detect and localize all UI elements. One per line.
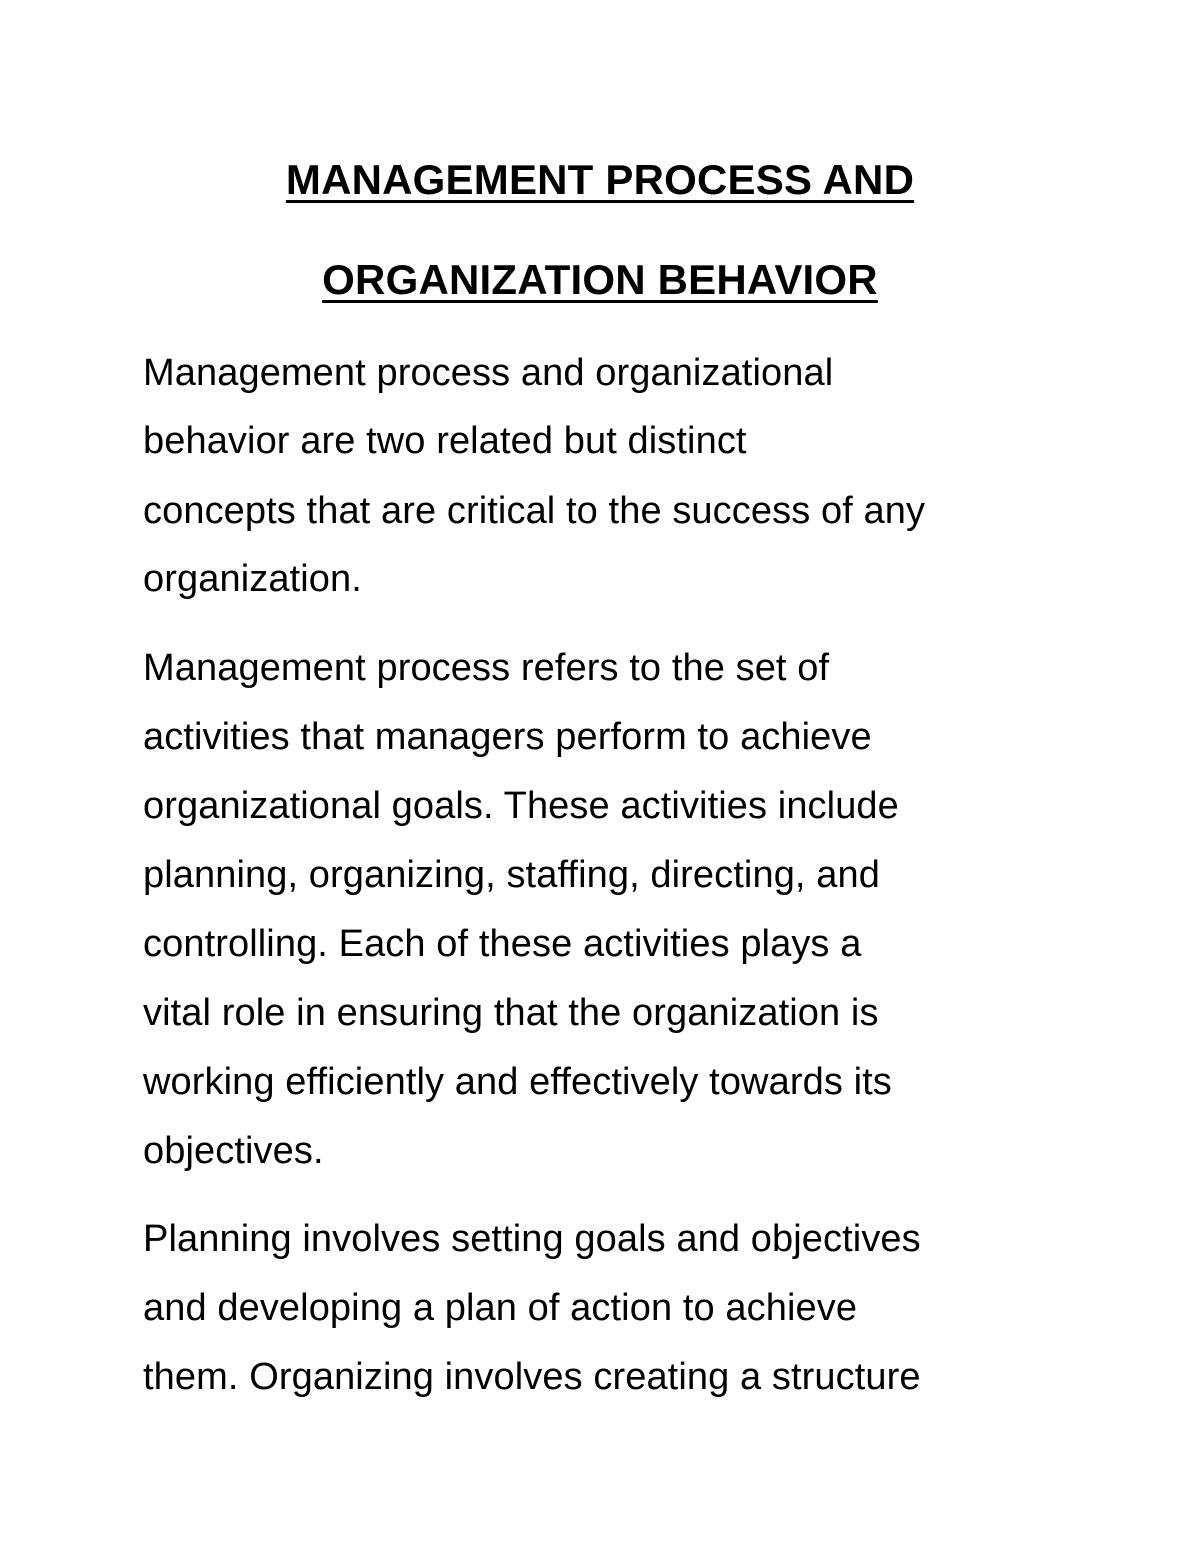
paragraph-line: activities that managers perform to achieve bbox=[143, 716, 872, 758]
paragraph-line: planning, organizing, staffing, directing, and bbox=[143, 854, 880, 896]
paragraph-line: Management process and organizational bbox=[143, 352, 834, 394]
paragraph-line: Planning involves setting goals and objectives bbox=[143, 1218, 921, 1260]
title-text: ORGANIZATION BEHAVIOR bbox=[322, 256, 878, 303]
paragraph-line: behavior are two related but distinct bbox=[143, 420, 747, 462]
paragraph-line: organization. bbox=[143, 558, 362, 600]
paragraph-line: organizational goals. These activities include bbox=[143, 785, 899, 827]
title-text: MANAGEMENT PROCESS AND bbox=[285, 156, 915, 203]
paragraph-line: and developing a plan of action to achieve bbox=[143, 1287, 858, 1329]
paragraph-line: objectives. bbox=[143, 1130, 324, 1172]
paragraph-line: controlling. Each of these activities plays a bbox=[143, 923, 862, 965]
paragraph-line: them. Organizing involves creating a structure bbox=[143, 1356, 921, 1398]
paragraph-line: vital role in ensuring that the organization is bbox=[143, 992, 879, 1034]
document-title-line-1 bbox=[0, 155, 1200, 205]
paragraph-line: working efficiently and effectively towards its bbox=[143, 1061, 892, 1103]
paragraph-line: concepts that are critical to the success of any bbox=[143, 490, 926, 532]
document-title-line-2 bbox=[0, 255, 1200, 305]
paragraph-line: Management process refers to the set of bbox=[143, 647, 830, 689]
